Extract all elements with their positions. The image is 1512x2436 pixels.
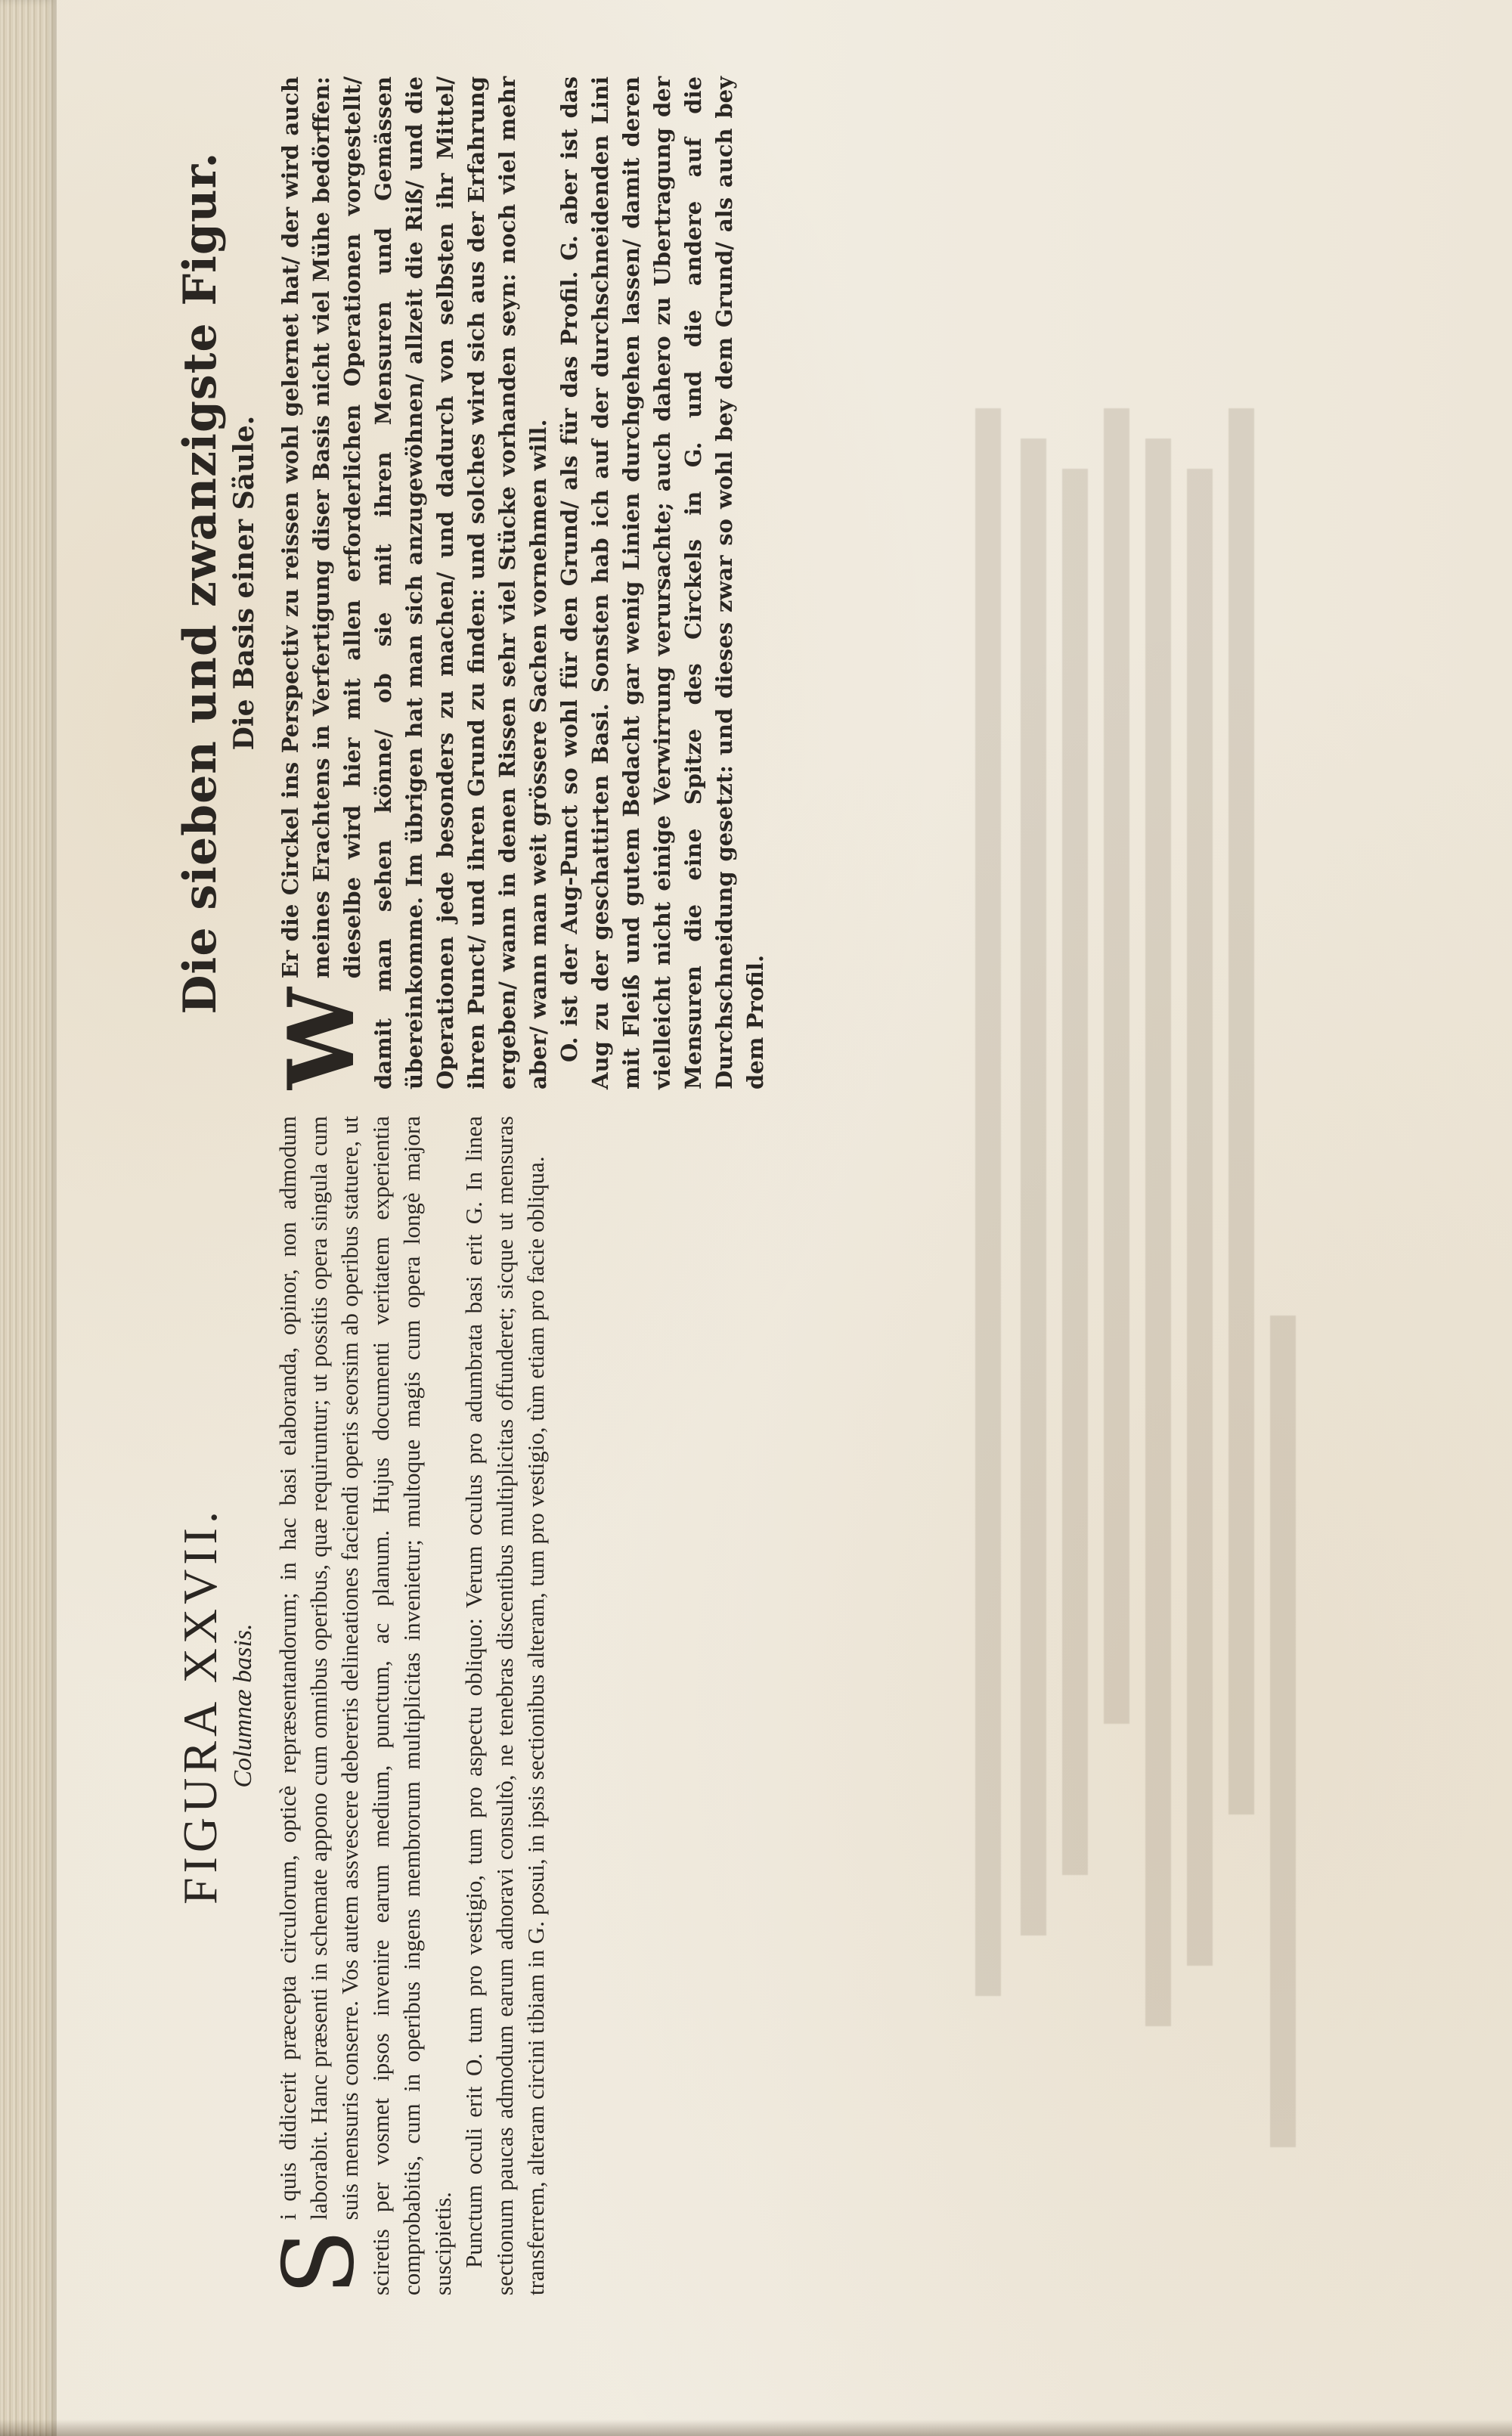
german-subheading: Die Basis einer Säule. xyxy=(228,415,260,751)
latin-section xyxy=(174,1116,551,2295)
rotated-text-block xyxy=(166,76,1346,2352)
german-heading: Die sieben und zwanzigste Figur. xyxy=(174,151,227,1015)
german-body xyxy=(268,76,771,1089)
page-bottom-shadow xyxy=(0,2419,1512,2436)
latin-body xyxy=(263,1116,551,2295)
german-paragraph-1-text: Er die Circkel ins Perspectiv zu reissen wohl gelernet hat/ der wird auch meines Erachtens in Verfertigung diser Basis nicht viel Mühe bedörffen: dieselbe wird hier mit allen erforderlichen Operationen vorgestellt/ damit man sehen könne/ ob sie mit ihren Mensuren und Gemässen übereinkomme. Im übrigen hat man sich anzugewöhnen/ allzeit die Riß/ und die Operationen jede besonders zu machen/ und dadurch von selbsten ihr Mittel/ ihren Punct/ und ihren Grund zu finden: und solches wird sich aus der Erfahrung ergeben/ wann in denen Rissen sehr viel Stücke vorhanden seyn: noch viel mehr aber/ wann man weit grössere Sachen vornehmen will. xyxy=(277,76,551,1089)
latin-paragraph-2: Punctum oculi erit O. tum pro vestigio, tum pro aspectu obliquo: Verum oculus pro adumbrata basi erit G. In linea sectionum paucas admodum earum adnoravi consultò, ne tenebras discentibus multiplicitas offunderet; sicque ut mensuras transferrem, alteram circini tibiam in G. posui, in ipsis sectionibus alteram, tum pro vestigio, tùm etiam pro facie obliqua. xyxy=(460,1116,549,2295)
german-section xyxy=(174,76,771,1089)
german-paragraph-1 xyxy=(268,76,554,1089)
latin-drop-cap: S xyxy=(263,2229,376,2295)
latin-subheading: Columnæ basis. xyxy=(229,1623,257,1788)
latin-heading: FIGURA XXVII. xyxy=(173,1507,227,1904)
latin-paragraph-1 xyxy=(263,1116,458,2295)
german-drop-cap: W xyxy=(268,987,375,1089)
page-edge xyxy=(0,0,57,2436)
german-paragraph-2: O. ist der Aug-Punct so wohl für den Grund/ als für das Profil. G. aber ist das Aug zu der geschattirten Basi. Sonsten hab ich auf der durchschneidenden Lini mit Fleiß und gutem Bedacht gar wenig Linien durchgehen lassen/ damit deren vielleicht nicht einige Verwirrung verursachte; auch dahero zu Ubertragung der Mensuren die eine Spitze des Circkels in G. und die andere auf die Durchschneidung gesetzt: und dieses zwar so wohl bey dem Grund/ als auch bey dem Profil. xyxy=(556,76,768,1089)
latin-paragraph-1-text: i quis didicerit præcepta circulorum, opticè repræsentandorum; in hac basi elaboranda, opinor, non admodum laborabit. Hanc præsenti in schemate appono cum omnibus operibus, quæ requiruntur; ut possitis opera singula cum suis mensuris conserre. Vos autem assvescere debereris delineationes faciendi operis seorsim ab operibus statuere, ut sciretis per vosmet ipsos invenire earum medium, punctum, ac planum. Hujus documenti veritatem experientia comprobabitis, cum in operibus ingens membrorum multiplicitas invenietur; multoque magis cum opera longè majora suscipietis. xyxy=(274,1116,456,2295)
